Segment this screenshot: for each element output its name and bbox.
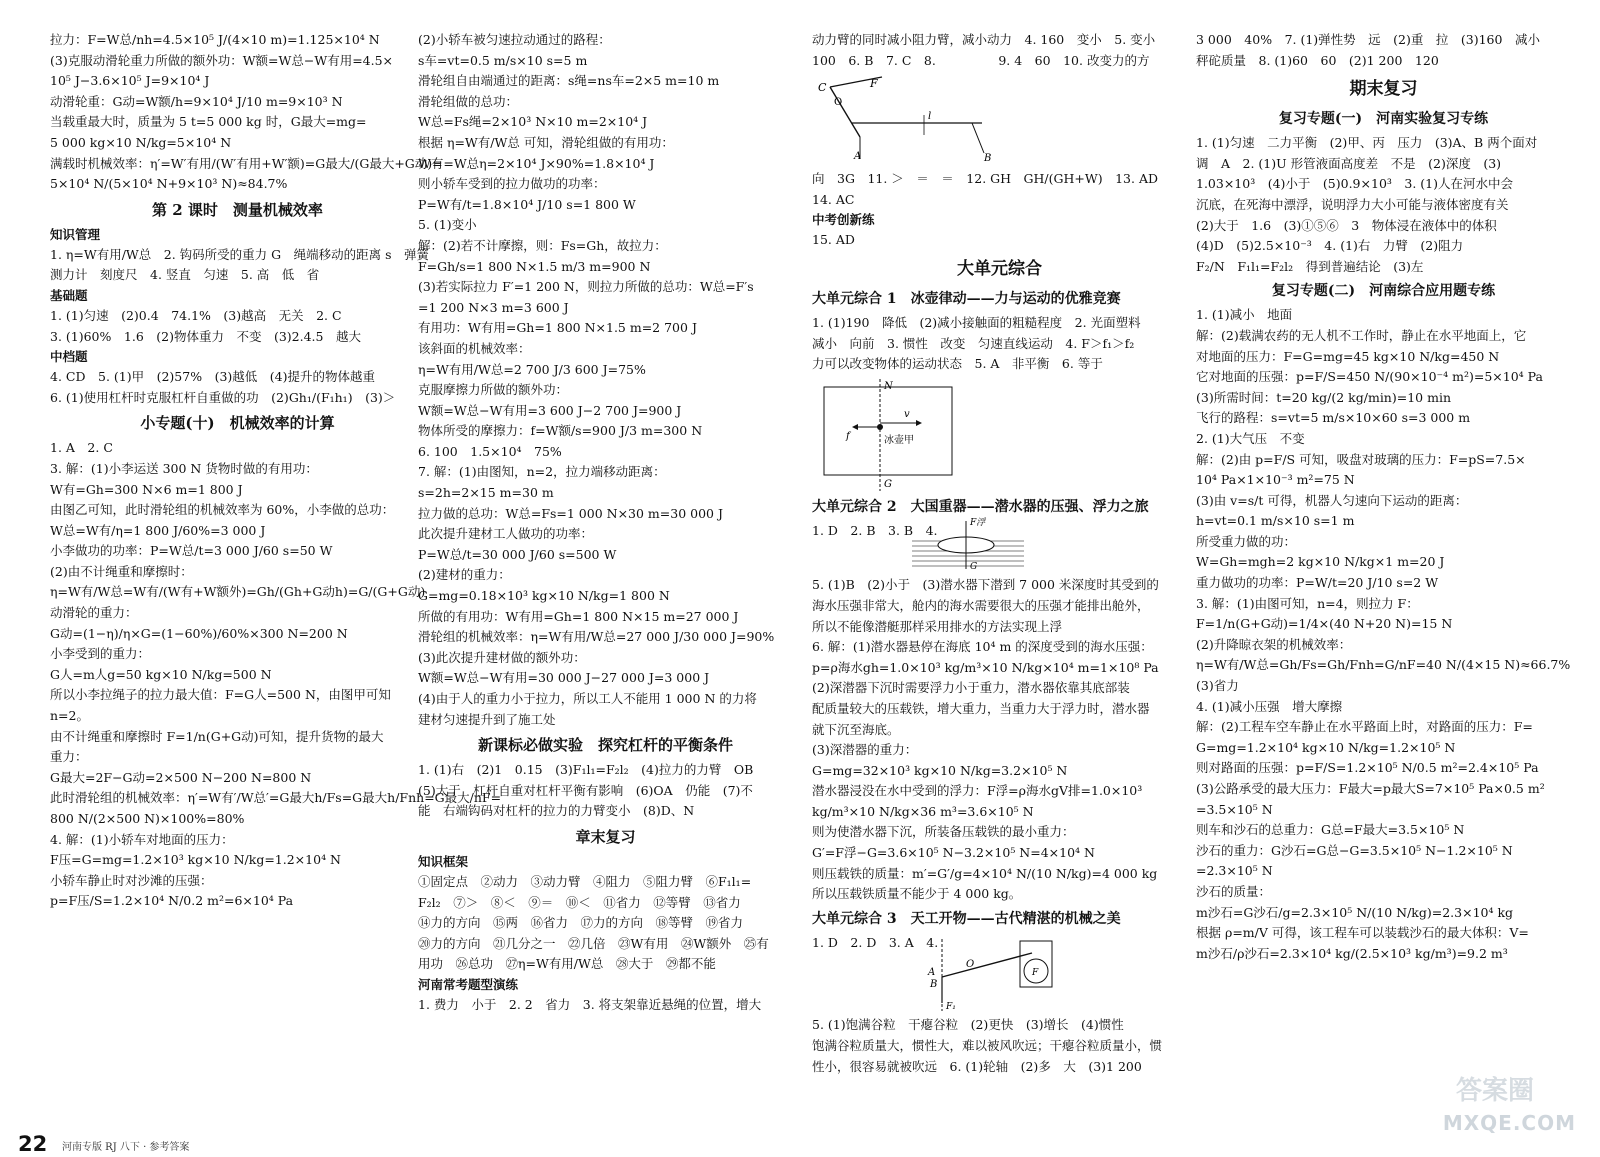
answer-line: 此次提升建材工人做功的功率： [418, 526, 594, 542]
answer-line: 所受重力做的功： [1196, 533, 1297, 549]
answer-line: 1. (1)右 (2)1 0.15 (3)F₁l₁=F₂l₂ (4)拉力的力臂 OB [418, 762, 754, 778]
column-2 [418, 30, 793, 1016]
col2-block-b [418, 760, 793, 822]
answer-line: 动力臂的同时减小阻力臂，减小动力 4. 160 变小 5. 变小 [812, 32, 1156, 47]
answer-line: 800 N/(2×500 N)×100%=80% [50, 811, 245, 826]
answer-line: (3)克服动滑轮重力所做的额外功：W额=W总−W有用=4.5× [50, 52, 394, 68]
column-3 [812, 30, 1187, 1077]
answer-line: 小轿车静止时对沙滩的压强： [50, 872, 213, 888]
answer-line: (2)由不计绳重和摩擦时： [50, 563, 193, 579]
lever-label-c: C [818, 81, 827, 95]
answer-line: 1. 费力 小于 2. 2 省力 3. 将支架靠近悬绳的位置，增大 [418, 996, 762, 1012]
knowledge-frame-title: 知识框架 [418, 853, 469, 869]
answer-line: 物体所受的摩擦力：f=W额/s=900 J/3 m=300 N [418, 423, 703, 439]
answer-line: 由不计绳重和摩擦时 F=1/n(G+G动)可知，提升货物的最大 [50, 728, 384, 744]
answer-line: 则压载铁的质量：m′=G′/g=4×10⁴ N/(10 N/kg)=4 000 kg [812, 865, 1158, 881]
answer-line: s车=vt=0.5 m/s×10 s=5 m [418, 52, 588, 68]
answer-line: m沙石/ρ沙石=2.3×10⁴ kg/(2.5×10³ kg/m³)=9.2 m³ [1196, 945, 1508, 961]
answer-line: (3)省力 [1196, 678, 1239, 694]
watermark-logo: 答案圈 [1455, 1076, 1534, 1106]
curling-label-stone: 冰壶甲 [884, 434, 914, 446]
answer-line: 力可以改变物体的运动状态 5. A 非平衡 6. 等于 [812, 356, 1103, 372]
answer-line: 则车和沙石的总重力：G总=F最大=3.5×10⁵ N [1196, 822, 1465, 838]
answer-line: 1. (1)匀速 二力平衡 (2)甲、丙 压力 (3)A、B 两个面对 [1196, 135, 1538, 151]
answer-line: 100 6. B 7. C 8. 9. 4 60 10. 改变力的方 [812, 52, 1150, 68]
answer-line: 沙石的质量： [1196, 883, 1272, 899]
answer-line: G人=m人g=50 kg×10 N/kg=500 N [50, 666, 272, 682]
answer-line: s=2h=2×15 m=30 m [418, 485, 554, 501]
basic-title: 基础题 [50, 287, 88, 303]
answer-line: 秤砣质量 8. (1)60 60 (2)1 200 120 [1196, 52, 1439, 68]
answer-line: (3)由 v=s/t 可得，机器人匀速向下运动的距离： [1196, 492, 1468, 508]
answer-line: W有=W总η=2×10⁴ J×90%=1.8×10⁴ J [418, 155, 655, 171]
review2-title: 复习专题(二) 河南综合应用题专练 [1271, 283, 1496, 300]
unit3-title: 大单元综合 3 天工开物——古代精湛的机械之美 [812, 910, 1121, 927]
lever-label-l: l [928, 111, 932, 123]
answer-line: (2)小轿车被匀速拉动通过的路程： [418, 32, 611, 47]
answer-line: (4)由于人的重力小于拉力，所以工人不能用 1 000 N 的力将 [418, 691, 757, 706]
answer-line: 由图乙可知，此时滑轮组的机械效率为 60%，小李做的总功： [50, 502, 395, 518]
answer-line: 用功 ㉖总功 ㉗η=W有用/W总 ㉘大于 ㉙都不能 [418, 956, 716, 972]
answer-line: 则对路面的压强：p=F/S=1.2×10⁵ N/0.5 m²=2.4×10⁵ Pa [1196, 760, 1539, 776]
answer-line: 1. A 2. C [50, 440, 113, 456]
answer-line: 1. (1)匀速 (2)0.4 74.1% (3)越高 无关 2. C [50, 307, 342, 323]
answer-line: 5. (1)变小 [418, 217, 477, 233]
answer-line: 克服摩擦力所做的额外功： [418, 382, 569, 398]
answer-line: 1. (1)减小 地面 [1196, 307, 1293, 323]
answer-line: 则为使潜水器下沉，所装备压载铁的最小重力： [812, 824, 1075, 840]
answer-line: 解：(2)载满农药的无人机不工作时，静止在水平地面上，它 [1196, 327, 1527, 343]
answer-line: 调 A 2. (1)U 形管液面高度差 不是 (2)深度 (3) [1196, 155, 1502, 171]
unit1-title: 大单元综合 1 冰壶律动——力与运动的优雅竞赛 [812, 290, 1121, 307]
answer-line: ①固定点 ②动力 ③动力臂 ④阻力 ⑤阻力臂 ⑥F₁l₁= [418, 873, 752, 889]
page-footer: 河南专版 RJ 八下 · 参考答案 [62, 1142, 190, 1153]
answer-line: 6. 100 1.5×10⁴ 75% [418, 443, 562, 459]
answer-line: ⑭力的方向 ⑮两 ⑯省力 ⑰力的方向 ⑱等臂 ⑲省力 [418, 915, 744, 931]
answer-line: (2)大于 1.6 (3)①⑤⑥ 3 物体浸在液体中的体积 [1196, 217, 1497, 233]
answer-line: η=W有/W总=Gh/Fs=Gh/Fnh=G/nF=40 N/(4×15 N)≈66.7% [1196, 657, 1571, 673]
pulley-label-a: A [928, 967, 936, 979]
answer-line: 所以不能像潜艇那样采用排水的方法实现上浮 [812, 618, 1063, 634]
lesson-title: 第 2 课时 测量机械效率 [152, 200, 323, 219]
answer-line: 15. AD [812, 232, 855, 248]
answer-line: 该斜面的机械效率： [418, 340, 531, 356]
lever-label-o: O [834, 97, 843, 109]
answer-line: F₂/N F₁l₁=F₂l₂ 得到普遍结论 (3)左 [1196, 258, 1424, 274]
answer-line: 解：(2)若不计摩擦，则：Fs=Gh，故拉力： [418, 237, 667, 253]
answer-line: 沙石的重力：G沙石=G总−G=3.5×10⁵ N−1.2×10⁵ N [1196, 842, 1513, 858]
pulley-label-o: O [966, 959, 975, 971]
answer-line: W有=Gh=300 N×6 m=1 800 J [50, 481, 243, 497]
answer-line: 重力： [50, 749, 88, 765]
answer-line: G=mg=0.18×10³ kg×10 N/kg=1 800 N [418, 588, 670, 604]
answer-line: 动滑轮重：G动=W额/h=9×10⁴ J/10 m=9×10³ N [50, 93, 343, 109]
answer-line: 性小，很容易就被吹远 6. (1)轮轴 (2)多 大 (3)1 200 [812, 1058, 1142, 1074]
answer-line: η=W有/W总=W有/(W有+W额外)=Gh/(Gh+G动h)=G/(G+G动) [50, 584, 426, 600]
answer-line: 7. 解：(1)由图知，n=2，拉力端移动距离： [418, 464, 666, 480]
lever-label-a: A [854, 151, 862, 163]
answer-line: 根据 η=W有/W总 可知，滑轮组做的有用功： [418, 134, 674, 150]
experiment-title: 新课标必做实验 探究杠杆的平衡条件 [477, 736, 733, 755]
answer-line: 饱满谷粒质量大，惯性大，难以被风吹远；干瘪谷粒质量小，惯 [812, 1038, 1163, 1054]
column-4 [1196, 30, 1571, 964]
sub-label-fbuoy: F浮 [970, 518, 986, 529]
col2-block-c [418, 872, 793, 975]
answer-line: W总=Fs绳=2×10³ N×10 m=2×10⁴ J [418, 114, 648, 130]
answer-line: 建材匀速提升到了施工处 [418, 711, 556, 727]
col3-block-a [812, 30, 1187, 71]
answer-line: W额=W总−W有用=3 600 J−2 700 J=900 J [418, 402, 682, 418]
answer-line: 4. 解：(1)小轿车对地面的压力： [50, 831, 234, 847]
answer-line: F=Gh/s=1 800 N×1.5 m/3 m=900 N [418, 258, 651, 274]
answer-line: 动滑轮的重力： [50, 605, 138, 621]
answer-line: 它对地面的压强：p=F/S=450 N/(90×10⁻⁴ m²)=5×10⁴ Pa [1196, 369, 1543, 385]
final-review-title: 期末复习 [1349, 79, 1418, 100]
answer-line: W=Gh=mgh=2 kg×10 N/kg×1 m=20 J [1196, 554, 1445, 570]
col4-block-c [1196, 305, 1571, 964]
answer-line: η=W有用/W总=2 700 J/3 600 J=75% [418, 361, 646, 377]
answer-line: (5)大于 杠杆自重对杠杆平衡有影响 (6)OA 仍能 (7)不 [418, 782, 753, 798]
answer-line: 5×10⁴ N/(5×10⁴ N+9×10³ N)≈84.7% [50, 176, 288, 192]
answer-line: 4. CD 5. (1)甲 (2)57% (3)越低 (4)提升的物体越重 [50, 369, 375, 385]
answer-line: h=vt=0.1 m/s×10 s=1 m [1196, 513, 1355, 529]
answer-line: 小李做功的功率：P=W总/t=3 000 J/60 s=50 W [50, 543, 333, 559]
henan-practice-title: 河南常考题型演练 [418, 976, 519, 992]
answer-line: G=mg=1.2×10⁴ kg×10 N/kg=1.2×10⁵ N [1196, 739, 1456, 755]
answer-line: 所以小李拉绳子的拉力最大值：F=G人=500 N，由图甲可知 [50, 687, 391, 703]
knowledge-title: 知识管理 [50, 226, 101, 242]
answer-line: 滑轮组自由端通过的距离：s绳=ns车=2×5 m=10 m [418, 73, 720, 89]
answer-line: 3 000 40% 7. (1)弹性势 远 (2)重 拉 (3)160 减小 [1196, 32, 1540, 47]
topic-title: 小专题(十) 机械效率的计算 [140, 414, 335, 433]
curling-label-n: N [884, 380, 893, 392]
answer-line: 所以压载铁质量不能少于 4 000 kg。 [812, 886, 1022, 902]
answer-line: 满载时机械效率：η′=W′有用/(W′有用+W′额)=G最大/(G最大+G动)= [50, 155, 443, 171]
answer-line: 当载重最大时，质量为 5 t=5 000 kg 时，G最大=mg= [50, 114, 367, 130]
answer-line: 小李受到的重力： [50, 646, 151, 662]
answer-line: ⑳力的方向 ㉑几分之一 ㉒几倍 ㉓W有用 ㉔W额外 ㉕有 [418, 935, 769, 951]
answer-line: F=1/n(G+G动)=1/4×(40 N+20 N)=15 N [1196, 616, 1453, 632]
answer-line: 根据 ρ=m/V 可得，该工程车可以装载沙石的最大体积：V= [1196, 925, 1529, 941]
answer-line: 5. (1)B (2)小于 (3)潜水器下潜到 7 000 米深度时其受到的 [812, 577, 1159, 593]
col2-block-a [418, 30, 793, 730]
answer-line: kg/m³×10 N/kg×36 m³=3.6×10⁵ N [812, 803, 1034, 819]
answer-line: (2)建材的重力： [418, 567, 511, 583]
curling-label-f: f [846, 430, 850, 442]
answer-line: m沙石=G沙石/g=2.3×10⁵ N/(10 N/kg)=2.3×10⁴ kg [1196, 904, 1514, 920]
answer-line: (2)升降晾衣架的机械效率： [1196, 636, 1352, 652]
col3-block-h [812, 1015, 1187, 1077]
answer-line: 则小轿车受到的拉力做功的功率： [418, 176, 606, 192]
answer-line: 1. D 2. B 3. B 4. [812, 522, 938, 538]
answer-line: 拉力做的总功：W总=Fs=1 000 N×30 m=30 000 J [418, 505, 723, 521]
answer-line: W额=W总−W有用=30 000 J−27 000 J=3 000 J [418, 670, 710, 686]
watermark-text: MXQE.COM [1442, 1111, 1576, 1135]
answer-line: 3. 解：(1)由图可知，n=4，则拉力 F： [1196, 595, 1419, 611]
answer-line: 2. (1)大气压 不变 [1196, 430, 1305, 446]
answer-line: 测力计 刻度尺 4. 竖直 匀速 5. 高 低 省 [50, 267, 320, 283]
answer-line: (3)若实际拉力 F′=1 200 N，则拉力所做的总功：W总=F′s [418, 279, 754, 295]
unit2-title: 大单元综合 2 大国重器——潜水器的压强、浮力之旅 [812, 498, 1149, 515]
answer-line: 向 3G 11. ＞ ＝ ＝ 12. GH GH/(GH+W) 13. AD [812, 171, 1158, 187]
answer-line: 1. D 2. D 3. A 4. [812, 934, 939, 950]
answer-line: n=2。 [50, 708, 89, 724]
mid-title: 中档题 [50, 349, 88, 365]
answer-line: 所做的有用功：W有用=Gh=1 800 N×15 m=27 000 J [418, 608, 739, 624]
answer-line: 能 右端钩码对杠杆的拉力的力臂变小 (8)D、N [418, 803, 695, 819]
answer-line: 14. AC [812, 191, 855, 207]
answer-line: 就下沉至海底。 [812, 721, 900, 737]
answer-line: F₂l₂ ⑦＞ ⑧＜ ⑨＝ ⑩＜ ⑪省力 ⑫等臂 ⑬省力 [418, 894, 741, 910]
col1-block-d [50, 367, 425, 408]
col2-block-d [418, 995, 793, 1016]
answer-line: 飞行的路程：s=vt=5 m/s×10×60 s=3 000 m [1196, 410, 1471, 426]
col3-block-b [812, 169, 1187, 210]
page-number: 22 [18, 1132, 48, 1156]
answer-line: 解：(2)由 p=F/S 可知，吸盘对玻璃的压力：F=pS=7.5× [1196, 451, 1526, 467]
answer-line: 海水压强非常大，舱内的海水需要很大的压强才能排出舱外， [812, 597, 1150, 613]
sub-label-g: G [970, 562, 978, 573]
answer-line: 1. (1)190 降低 (2)减小接触面的粗糙程度 2. 光面塑料 [812, 314, 1141, 330]
answer-line: G最大=2F−G动=2×500 N−200 N=800 N [50, 769, 312, 785]
curling-figure [820, 379, 980, 491]
answer-line: 潜水器浸没在水中受到的浮力：F浮=ρ海水gV排=1.0×10³ [812, 783, 1143, 799]
answer-line: 6. (1)使用杠杆时克服杠杆自重做的功 (2)Gh₁/(F₁h₁) (3)＞ [50, 389, 396, 405]
col4-block-a [1196, 30, 1571, 71]
lever-figure [812, 75, 1012, 165]
curling-label-v: v [904, 408, 910, 420]
exam-innovation-title: 中考创新练 [812, 212, 875, 228]
unit-title: 大单元综合 [957, 258, 1042, 279]
pulley-label-f1: F₁ [946, 1002, 956, 1013]
answer-line: =2.3×10⁵ N [1196, 863, 1273, 879]
answer-line: (3)此次提升建材做的额外功： [418, 649, 586, 665]
answer-line: 1.03×10³ (4)小于 (5)0.9×10³ 3. (1)人在河水中会 [1196, 176, 1514, 192]
answer-line: 10⁴ Pa×1×10⁻³ m²=75 N [1196, 472, 1355, 488]
curling-label-g: G [884, 478, 892, 490]
answer-line: (2)深潜器下沉时需要浮力小于重力，潜水器依靠其底部装 [812, 680, 1130, 696]
answer-line: =3.5×10⁵ N [1196, 801, 1273, 817]
answer-line: 5 000 kg×10 N/kg=5×10⁴ N [50, 134, 232, 150]
answer-line: P=W有/t=1.8×10⁴ J/10 s=1 800 W [418, 196, 636, 212]
answer-line: G动=(1−η)/η×G=(1−60%)/60%×300 N=200 N [50, 625, 348, 641]
answer-line: p=ρ海水gh=1.0×10³ kg/m³×10 N/kg×10⁴ m=1×10⁸ Pa [812, 659, 1159, 675]
answer-line: 对地面的压力：F=G=mg=45 kg×10 N/kg=450 N [1196, 348, 1500, 364]
answer-line: G′=F浮−G=3.6×10⁵ N−3.2×10⁵ N=4×10⁴ N [812, 845, 1095, 861]
answer-line: (3)公路承受的最大压力：F最大=p最大S=7×10⁵ Pa×0.5 m² [1196, 781, 1545, 796]
answer-line: P=W总/t=30 000 J/60 s=500 W [418, 546, 617, 562]
answer-line: 配质量较大的压载铁，增大重力，当重力大于浮力时，潜水器 [812, 700, 1150, 716]
answer-line: 解：(2)工程车空车静止在水平路面上时，对路面的压力：F= [1196, 719, 1533, 735]
answer-line: 滑轮组做的总功： [418, 93, 519, 109]
answer-line: 减小 向前 3. 惯性 改变 匀速直线运动 4. F＞f₁＞f₂ [812, 335, 1135, 351]
lever-label-f: F [870, 77, 878, 91]
answer-line: p=F压/S=1.2×10⁴ N/0.2 m²=6×10⁴ Pa [50, 893, 294, 909]
answer-line: 10⁵ J−3.6×10⁵ J=9×10⁴ J [50, 73, 210, 89]
answer-line: 拉力：F=W总/nh=4.5×10⁵ J/(4×10 m)=1.125×10⁴ N [50, 32, 380, 47]
col3-block-d [812, 313, 1187, 375]
answer-line: 沉底，在死海中漂浮，说明浮力大小可能与液体密度有关 [1196, 196, 1509, 212]
pulley-label-b: B [930, 979, 938, 991]
col1-block-c [50, 306, 425, 347]
answer-line: 1. η=W有用/W总 2. 钩码所受的重力 G 绳端移动的距离 s 弹簧 [50, 246, 430, 262]
answer-line: 6. 解：(1)潜水器悬停在海底 10⁴ m 的深度受到的海水压强： [812, 639, 1153, 655]
answer-line: 5. (1)饱满谷粒 干瘪谷粒 (2)更快 (3)增长 (4)惯性 [812, 1017, 1124, 1033]
answer-line: F压=G=mg=1.2×10³ kg×10 N/kg=1.2×10⁴ N [50, 852, 341, 868]
answer-line: 3. 解：(1)小李运送 300 N 货物时做的有用功： [50, 460, 318, 476]
answer-line: =1 200 N×3 m=3 600 J [418, 299, 569, 315]
answer-line: 此时滑轮组的机械效率：η′=W有′/W总′=G最大h/Fs=G最大h/Fnh=G最大/nF= [50, 790, 502, 806]
col1-block-a [50, 30, 443, 195]
lever-label-b: B [984, 153, 992, 165]
answer-line: 滑轮组的机械效率：η=W有用/W总=27 000 J/30 000 J=90% [418, 629, 775, 645]
answer-line: (3)深潜器的重力： [812, 742, 918, 758]
chapter-review-title: 章末复习 [575, 827, 636, 846]
answer-line: 3. (1)60% 1.6 (2)物体重力 不变 (3)2.4.5 越大 [50, 328, 361, 344]
answer-line: (3)所需时间：t=20 kg/(2 kg/min)=10 min [1196, 389, 1451, 405]
pulley-figure [922, 933, 1072, 1013]
review1-title: 复习专题(一) 河南实验复习专练 [1278, 111, 1489, 128]
answer-line: G=mg=32×10³ kg×10 N/kg=3.2×10⁵ N [812, 762, 1068, 778]
answer-line: 4. (1)减小压强 增大摩擦 [1196, 698, 1343, 714]
answer-line: 有用功：W有用=Gh=1 800 N×1.5 m=2 700 J [418, 320, 697, 336]
col3-block-f [812, 575, 1187, 905]
answer-line: 重力做功的功率：P=W/t=20 J/10 s=2 W [1196, 575, 1439, 591]
pulley-label-f: F [1032, 968, 1039, 979]
col1-block-b [50, 245, 430, 286]
col3-block-c [812, 230, 1187, 251]
answer-line: W总=W有/η=1 800 J/60%=3 000 J [50, 522, 266, 538]
answer-line: (4)D (5)2.5×10⁻³ 4. (1)右 力臂 (2)阻力 [1196, 238, 1464, 254]
col4-block-b [1196, 133, 1571, 277]
